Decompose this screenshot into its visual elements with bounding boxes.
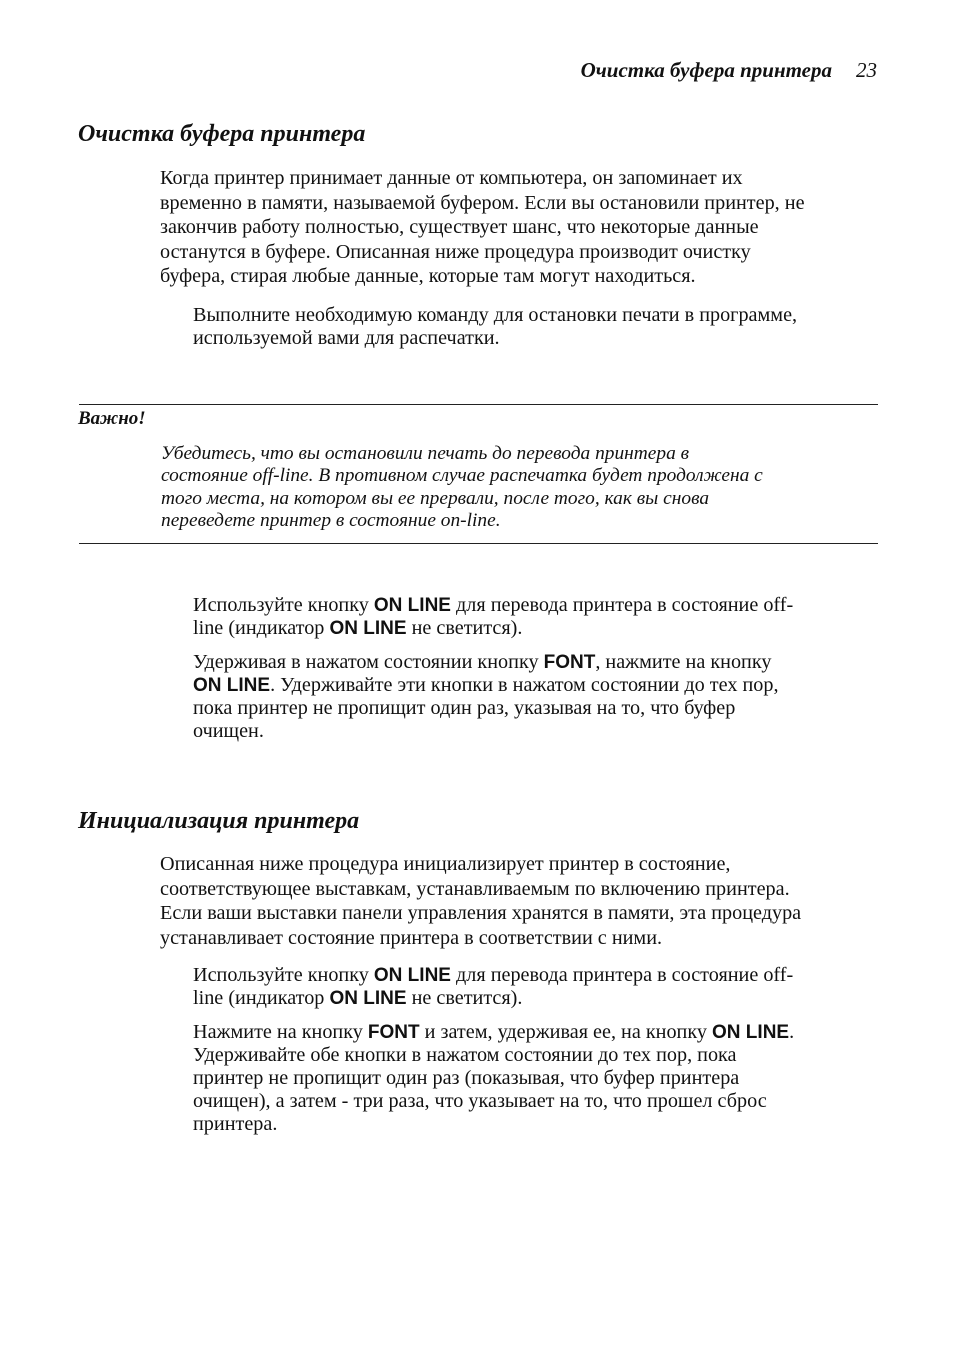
text-line: временно в памяти, называемой буфером. Если вы остановили принтер, не (160, 191, 805, 214)
text-line (193, 594, 893, 617)
running-head (581, 58, 877, 83)
text-line: Удерживайте обе кнопки в нажатом состоянии до тех пор, пока (193, 1044, 737, 1066)
online-button-label: ON LINE (373, 965, 451, 986)
text-line: используемой вами для распечатки. (193, 327, 500, 349)
important-note-text (161, 443, 881, 533)
clear-buffer-intro-paragraph (160, 166, 900, 289)
online-button-label: ON LINE (712, 1022, 790, 1043)
text-line: Описанная ниже процедура инициализирует принтер в состояние, (160, 853, 731, 875)
text-line: очищен), а затем - три раза, что указывает на то, что прошел сброс (193, 1090, 767, 1112)
running-head-title: Очистка буфера принтера (580, 58, 832, 82)
text-span: и затем, удерживая ее, на кнопку (419, 1021, 713, 1043)
font-button-label: FONT (543, 652, 596, 673)
text-line: переведете принтер в состояние on-line. (161, 510, 501, 532)
text-span: Нажмите на кнопку (193, 1021, 368, 1043)
online-indicator-label: ON LINE (329, 988, 407, 1009)
text-span: . (789, 1021, 795, 1043)
text-span: не светится). (406, 617, 523, 639)
note-bottom-rule (79, 543, 878, 544)
text-span: line (индикатор (193, 987, 330, 1009)
clear-buffer-step-2 (193, 594, 893, 640)
text-line: Когда принтер принимает данные от компьютера, он запоминает их (160, 167, 743, 189)
online-indicator-label: ON LINE (329, 618, 407, 639)
initialize-intro-paragraph (160, 852, 900, 950)
text-line: соответствующее выставкам, устанавливаемым по включению принтера. (160, 877, 790, 900)
text-line: того места, на котором вы ее прервали, после того, как вы снова (161, 487, 710, 509)
online-button-label: ON LINE (373, 595, 451, 616)
text-line: принтер не пропищит один раз (показывая, что буфер принтера (193, 1067, 740, 1089)
text-span: для перевода принтера в состояние off- (450, 594, 794, 616)
text-span: Используйте кнопку (193, 964, 374, 986)
page-number: 23 (856, 58, 877, 82)
text-line: устанавливает состояние принтера в соответствии с ними. (160, 926, 663, 949)
font-button-label: FONT (367, 1022, 420, 1043)
text-span: Используйте кнопку (193, 594, 374, 616)
text-span: line (индикатор (193, 617, 330, 639)
initialize-step-2 (193, 1021, 893, 1136)
text-line: буфера, стирая любые данные, которые там могут находиться. (160, 265, 696, 288)
text-span: , нажмите на кнопку (595, 651, 772, 673)
initialize-step-1 (193, 964, 893, 1010)
text-line (193, 674, 893, 697)
text-line (193, 651, 893, 674)
text-line: состояние off-line. В противном случае распечатка будет продолжена с (161, 465, 763, 487)
clear-buffer-step-3 (193, 651, 893, 743)
text-line: очищен. (193, 720, 264, 742)
text-line: останутся в буфере. Описанная ниже процедура производит очистку (160, 240, 751, 263)
text-span: для перевода принтера в состояние off- (450, 964, 794, 986)
text-line (193, 987, 893, 1010)
text-line: Убедитесь, что вы остановили печать до перевода принтера в (161, 443, 690, 464)
note-top-rule (79, 404, 878, 405)
text-span: . Удерживайте эти кнопки в нажатом состоянии до тех пор, (270, 674, 779, 696)
text-line: принтера. (193, 1113, 278, 1135)
text-line: Выполните необходимую команду для остановки печати в программе, (193, 304, 798, 326)
online-button-label: ON LINE (193, 675, 271, 696)
text-line: закончив работу полностью, существует шанс, что некоторые данные (160, 216, 759, 239)
text-line (193, 1021, 893, 1044)
text-span: не светится). (406, 987, 523, 1009)
text-line (193, 964, 893, 987)
clear-buffer-step-1 (193, 304, 893, 350)
text-span: Удерживая в нажатом состоянии кнопку (193, 651, 544, 673)
important-label: Важно! (78, 408, 146, 429)
text-line (193, 617, 893, 640)
text-line: Если ваши выставки панели управления хранятся в памяти, эта процедура (160, 902, 802, 925)
section-heading-initialize-printer: Инициализация принтера (78, 808, 360, 834)
section-heading-clear-buffer: Очистка буфера принтера (78, 121, 366, 147)
text-line: пока принтер не пропищит один раз, указывая на то, что буфер (193, 697, 736, 719)
